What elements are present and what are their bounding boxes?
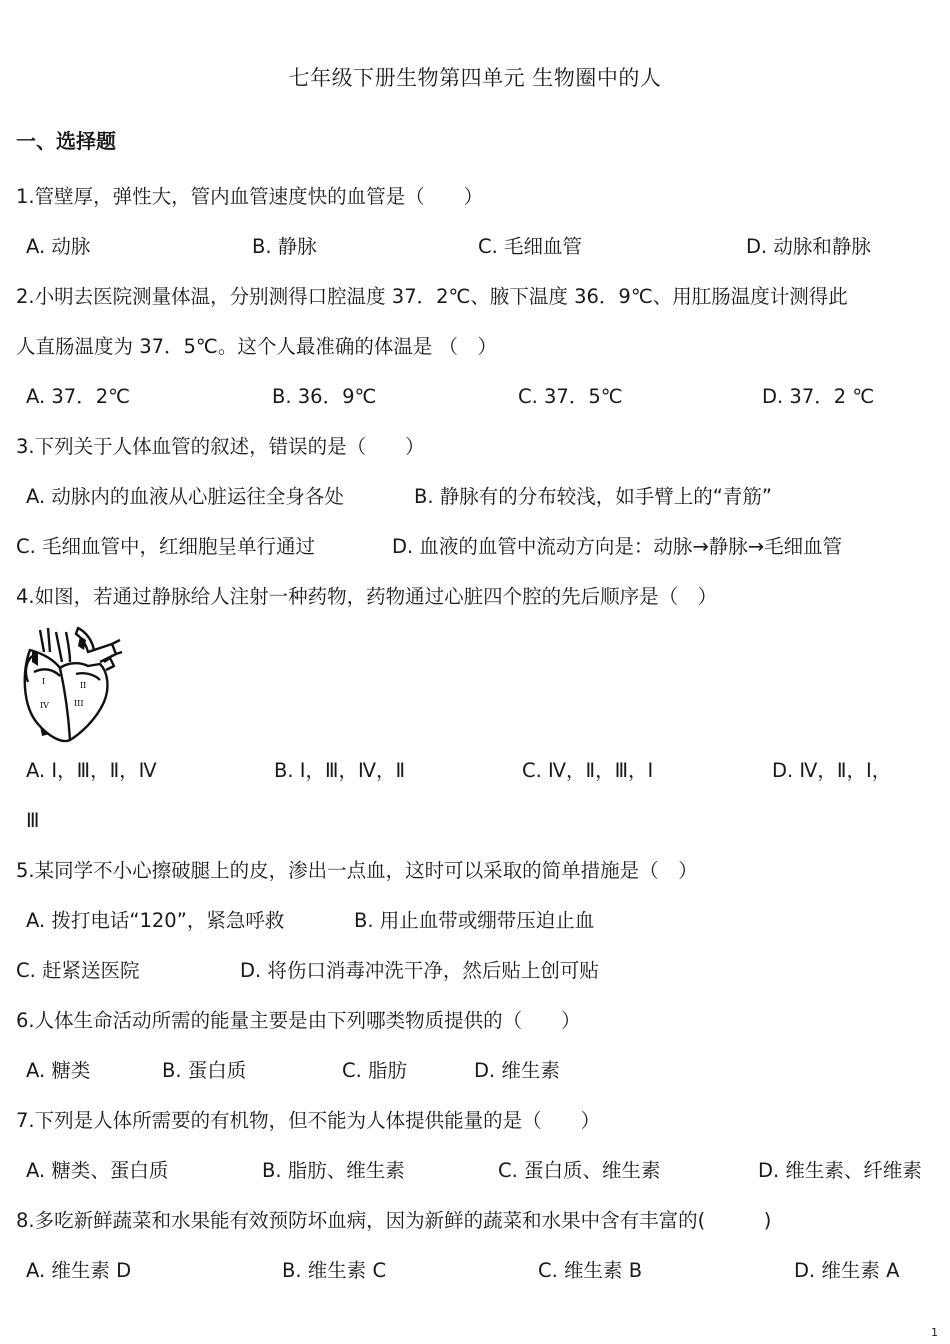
q3-option-a: A. 动脉内的血液从心脏运往全身各处 <box>26 485 344 508</box>
q2-option-b: B. 36．9℃ <box>272 385 377 408</box>
q3-option-c: C. 毛细血管中，红细胞呈单行通过 <box>16 535 316 558</box>
question-4-stem: 4.如图，若通过静脉给人注射一种药物，药物通过心脏四个腔的先后顺序是（ ） <box>16 585 718 608</box>
q4-option-d: D. Ⅳ，Ⅱ，Ⅰ， <box>772 759 892 782</box>
question-5-stem: 5.某同学不小心擦破腿上的皮，渗出一点血，这时可以采取的简单措施是（ ） <box>16 859 698 882</box>
q2-option-c: C. 37．5℃ <box>518 385 623 408</box>
question-2-stem-line-1: 2.小明去医院测量体温，分别测得口腔温度 37．2℃、腋下温度 36．9℃、用肛肠温度计测得此 <box>16 285 848 308</box>
page-title: 七年级下册生物第四单元 生物圈中的人 <box>288 66 662 90</box>
q6-option-b: B. 蛋白质 <box>162 1059 247 1082</box>
question-1-stem: 1.管壁厚，弹性大，管内血管速度快的血管是（ ） <box>16 185 484 208</box>
question-3-stem: 3.下列关于人体血管的叙述，错误的是（ ） <box>16 435 425 458</box>
q1-option-a: A. 动脉 <box>26 235 91 258</box>
q8-option-a: A. 维生素 D <box>26 1259 132 1282</box>
section-heading: 一、选择题 <box>16 129 116 153</box>
q2-option-a: A. 37．2℃ <box>26 385 131 408</box>
q1-option-c: C. 毛细血管 <box>478 235 583 258</box>
q4-option-c: C. Ⅳ，Ⅱ，Ⅲ，Ⅰ <box>522 759 654 782</box>
q4-option-a: A. Ⅰ，Ⅲ，Ⅱ，Ⅳ <box>26 759 157 782</box>
q8-option-b: B. 维生素 C <box>282 1259 387 1282</box>
question-8-stem: 8.多吃新鲜蔬菜和水果能有效预防坏血病，因为新鲜的蔬菜和水果中含有丰富的( ) <box>16 1209 772 1232</box>
chamber-label-ii: II <box>80 681 87 690</box>
q1-option-b: B. 静脉 <box>252 235 317 258</box>
q5-option-a: A. 拨打电话“120”，紧急呼救 <box>26 909 285 932</box>
q8-option-c: C. 维生素 B <box>538 1259 643 1282</box>
q8-option-d: D. 维生素 A <box>794 1259 900 1282</box>
q6-option-c: C. 脂肪 <box>342 1059 408 1082</box>
heart-diagram <box>20 622 124 746</box>
q7-option-d: D. 维生素、纤维素 <box>758 1159 922 1182</box>
q4-option-b: B. Ⅰ，Ⅲ，Ⅳ，Ⅱ <box>274 759 406 782</box>
q3-option-d: D. 血液的血管中流动方向是：动脉→静脉→毛细血管 <box>392 535 843 558</box>
q4-option-d-continued: Ⅲ <box>26 809 40 832</box>
q1-option-d: D. 动脉和静脉 <box>746 235 871 258</box>
q7-option-c: C. 蛋白质、维生素 <box>498 1159 661 1182</box>
question-2-stem-line-2: 人直肠温度为 37．5℃。这个人最准确的体温是 （ ） <box>16 335 498 358</box>
q5-option-b: B. 用止血带或绷带压迫止血 <box>354 909 595 932</box>
question-7-stem: 7.下列是人体所需要的有机物，但不能为人体提供能量的是（ ） <box>16 1109 601 1132</box>
q3-option-b: B. 静脉有的分布较浅，如手臂上的“青筋” <box>414 485 772 508</box>
q2-option-d: D. 37．2 ℃ <box>762 385 875 408</box>
q6-option-d: D. 维生素 <box>474 1059 560 1082</box>
chamber-label-iii: III <box>74 699 84 708</box>
question-6-stem: 6.人体生命活动所需的能量主要是由下列哪类物质提供的（ ） <box>16 1009 581 1032</box>
chamber-label-i: I <box>42 677 46 686</box>
q5-option-d: D. 将伤口消毒冲洗干净，然后贴上创可贴 <box>240 959 599 982</box>
q5-option-c: C. 赶紧送医院 <box>16 959 140 982</box>
q7-option-a: A. 糖类、蛋白质 <box>26 1159 169 1182</box>
page-number: 1 <box>931 1326 938 1339</box>
q7-option-b: B. 脂肪、维生素 <box>262 1159 405 1182</box>
q6-option-a: A. 糖类 <box>26 1059 91 1082</box>
chamber-label-iv: IV <box>40 701 49 710</box>
